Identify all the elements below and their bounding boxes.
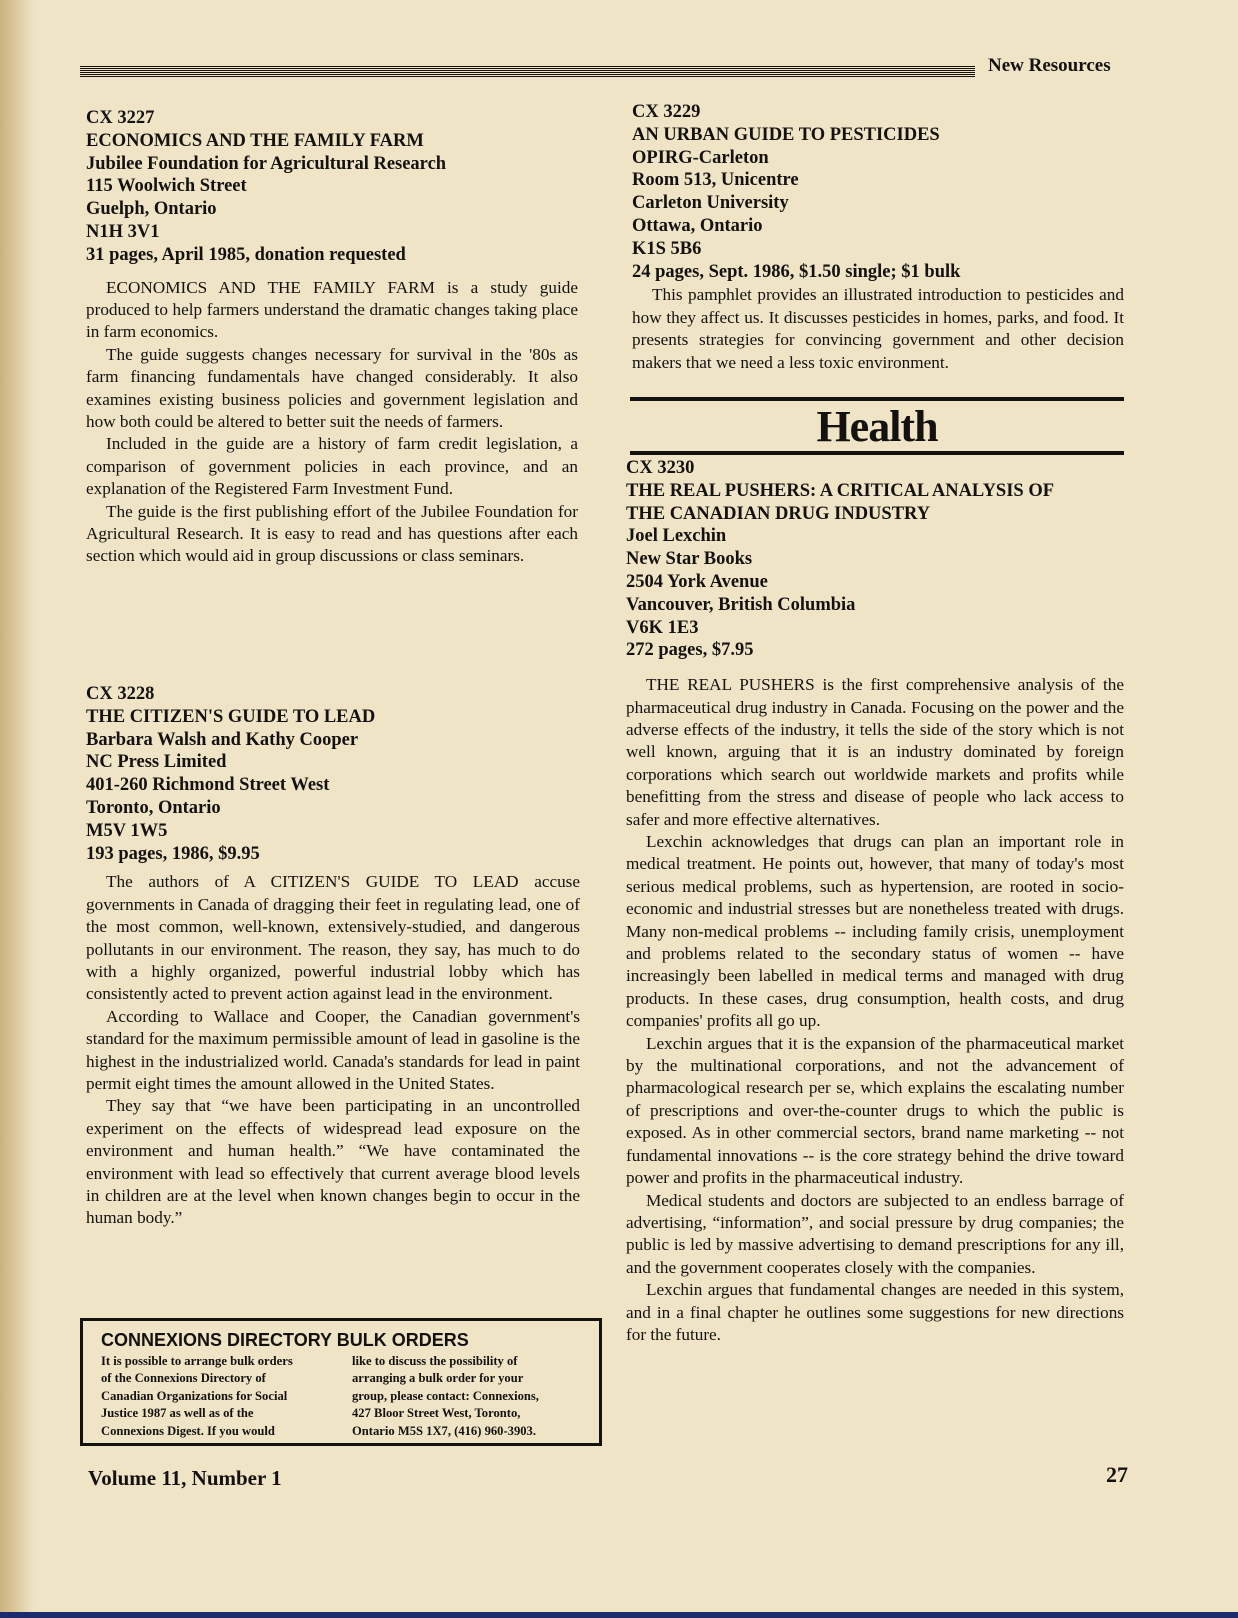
entry-authors: Barbara Walsh and Kathy Cooper — [86, 729, 359, 750]
entry-publisher: New Star Books — [626, 549, 753, 570]
header-rule — [80, 66, 975, 77]
bulk-line: It is possible to arrange bulk orders — [101, 1354, 293, 1368]
entry-cx3230 — [626, 457, 1124, 1346]
entry-pub-details: 193 pages, 1986, $9.95 — [86, 843, 260, 864]
entry-description — [86, 277, 578, 568]
entry-code: CX 3230 — [626, 458, 695, 478]
entry-postal-code: N1H 3V1 — [86, 221, 160, 242]
entry-cx3228 — [86, 683, 580, 1230]
page-number: 27 — [1106, 1462, 1128, 1487]
bulk-line: of the Connexions Directory of — [101, 1371, 266, 1386]
bulk-line: like to discuss the possibility of — [352, 1354, 518, 1368]
bulk-orders-text-left — [101, 1353, 338, 1440]
entry-postal-code: K1S 5B6 — [632, 238, 702, 259]
entry-publisher: OPIRG-Carleton — [632, 147, 769, 168]
bulk-orders-box — [80, 1318, 602, 1446]
entry-postal-code: V6K 1E3 — [626, 617, 699, 638]
entry-title: THE CANADIAN DRUG INDUSTRY — [626, 503, 931, 524]
entry-authors: Joel Lexchin — [626, 526, 727, 547]
entry-address: Room 513, Unicentre — [632, 170, 799, 191]
entry-description — [632, 284, 1124, 374]
entry-city: Guelph, Ontario — [86, 199, 217, 220]
health-section-header — [630, 397, 1124, 455]
entry-address: 401-260 Richmond Street West — [86, 775, 330, 796]
entry-cx3227 — [86, 107, 578, 568]
entry-cx3229 — [632, 101, 1124, 374]
entry-description — [626, 674, 1124, 1346]
entry-pub-details: 24 pages, Sept. 1986, $1.50 single; $1 bulk — [632, 261, 961, 282]
entry-code: CX 3227 — [86, 108, 155, 128]
entry-publisher: NC Press Limited — [86, 752, 227, 773]
health-heading: Health — [816, 402, 938, 451]
health-rule-bottom — [630, 451, 1124, 455]
entry-publisher: Jubilee Foundation for Agricultural Research — [86, 153, 447, 174]
bulk-line: arranging a bulk order for your — [352, 1371, 524, 1386]
paragraph: Medical students and doctors are subjected to an endless barrage of advertising, “information”, and social pressure by drug companies; the public is led by massive advertising to demand prescriptions for any ill, and the government cooperates closely with the companies. — [626, 1190, 1124, 1277]
page-gutter — [0, 0, 34, 1618]
bulk-orders-title: CONNEXIONS DIRECTORY BULK ORDERS — [101, 1330, 469, 1350]
paragraph: This pamphlet provides an illustrated introduction to pesticides and how they affect us. It discusses pesticides in homes, parks, and food. It presents strategies for convincing government and other decision makers that we need a less toxic environment. — [632, 285, 1124, 372]
entry-city: Vancouver, British Columbia — [626, 594, 856, 615]
bulk-line: Ontario M5S 1X7, (416) 960-3903. — [352, 1423, 536, 1438]
paragraph: Lexchin acknowledges that drugs can plan an important role in medical treatment. He points out, however, that many of today's most serious medical problems, such as hypertension, are rooted in socio-economic and industrial stresses but are nonetheless treated with drugs. Many non-medical problems -- including family crisis, unemployment and problems related to the secondary status of women -- have increasingly been labelled in medical terms and managed with drug products. In these cases, drug consumption, health costs, and drug companies' profits all go up. — [626, 832, 1124, 1031]
paragraph: Included in the guide are a history of farm credit legislation, a comparison of government policies in each province, and an explanation of the Registered Farm Investment Fund. — [86, 434, 578, 499]
paragraph: The guide is the first publishing effort of the Jubilee Foundation for Agricultural Research. It is easy to read and has questions after each section which would aid in group discussions or class seminars. — [86, 501, 578, 566]
bulk-line: Connexions Digest. If you would — [101, 1423, 275, 1438]
paragraph: Lexchin argues that it is the expansion of the pharmaceutical market by the multinational corporations, and not the advancement of pharmacological research per se, which explains the escalating number of prescriptions and over-the-counter drugs to which the public is exposed. As in other commercial sectors, brand name marketing -- not fundamental innovations -- is the core strategy behind the drive toward power and profits in the pharmaceutical industry. — [626, 1033, 1124, 1188]
paragraph: Lexchin argues that fundamental changes are needed in this system, and in a final chapter he outlines some suggestions for new directions for the future. — [626, 1280, 1124, 1344]
entry-code: CX 3229 — [632, 102, 701, 122]
section-label: New Resources — [988, 55, 1111, 76]
paragraph: They say that “we have been participating in an uncontrolled experiment on the effects of widespread lead exposure on the environment and human health.” “We have contaminated the environment with lead so effectively that current average blood levels in children are at the level when known changes begin to occur in the human body.” — [86, 1096, 580, 1228]
entry-pub-details: 272 pages, $7.95 — [626, 640, 754, 661]
bulk-line: Canadian Organizations for Social — [101, 1388, 288, 1403]
footer-issue: Volume 11, Number 1 — [88, 1466, 282, 1490]
paragraph: ECONOMICS AND THE FAMILY FARM is a study guide produced to help farmers understand the dramatic changes taking place in farm economics. — [86, 277, 578, 342]
entry-address: 115 Woolwich Street — [86, 176, 247, 197]
entry-description — [86, 871, 580, 1230]
paragraph: THE REAL PUSHERS is the first comprehensive analysis of the pharmaceutical drug industry in Canada. Focusing on the power and the adverse effects of the industry, it tells the side of the story which is not well known, arguing that it is an industry dominated by foreign corporations which search out worldwide markets and profits while benefitting from the stress and disease of people who lack access to safer and more effective alternatives. — [626, 675, 1124, 829]
bulk-line: group, please contact: Connexions, — [352, 1388, 539, 1403]
entry-code: CX 3228 — [86, 684, 155, 704]
bulk-line: 427 Bloor Street West, Toronto, — [352, 1406, 521, 1421]
health-rule-top — [630, 397, 1124, 401]
bulk-line: Justice 1987 as well as of the — [101, 1406, 254, 1421]
entry-title: AN URBAN GUIDE TO PESTICIDES — [632, 124, 940, 145]
bottom-edge — [0, 1612, 1238, 1618]
bulk-orders-text-right — [352, 1353, 589, 1440]
entry-address: 2504 York Avenue — [626, 571, 768, 592]
entry-city: Toronto, Ontario — [86, 797, 221, 818]
paragraph: The authors of A CITIZEN'S GUIDE TO LEAD accuse governments in Canada of dragging their feet in regulating lead, one of the most common, well-known, extensively-studied, and dangerous pollutants in our environment. The reason, they say, has much to do with a highly organized, powerful industrial lobby which has consistently acted to prevent action against lead in the environment. — [86, 872, 580, 1004]
entry-city: Ottawa, Ontario — [632, 215, 763, 236]
entry-title: THE REAL PUSHERS: A CRITICAL ANALYSIS OF — [626, 480, 1055, 501]
entry-title: ECONOMICS AND THE FAMILY FARM — [86, 130, 424, 151]
entry-title: THE CITIZEN'S GUIDE TO LEAD — [86, 706, 376, 727]
entry-pub-details: 31 pages, April 1985, donation requested — [86, 244, 406, 265]
paragraph: The guide suggests changes necessary for survival in the '80s as farm financing fundamentals have changed considerably. It also examines existing business policies and government legislation and how both could be altered to better suit the needs of farmers. — [86, 344, 578, 432]
entry-institution: Carleton University — [632, 193, 789, 214]
entry-postal-code: M5V 1W5 — [86, 820, 168, 841]
paragraph: According to Wallace and Cooper, the Canadian government's standard for the maximum permissible amount of lead in gasoline is the highest in the industrialized world. Canada's standards for lead in paint permit eight times the amount allowed in the United States. — [86, 1006, 580, 1094]
